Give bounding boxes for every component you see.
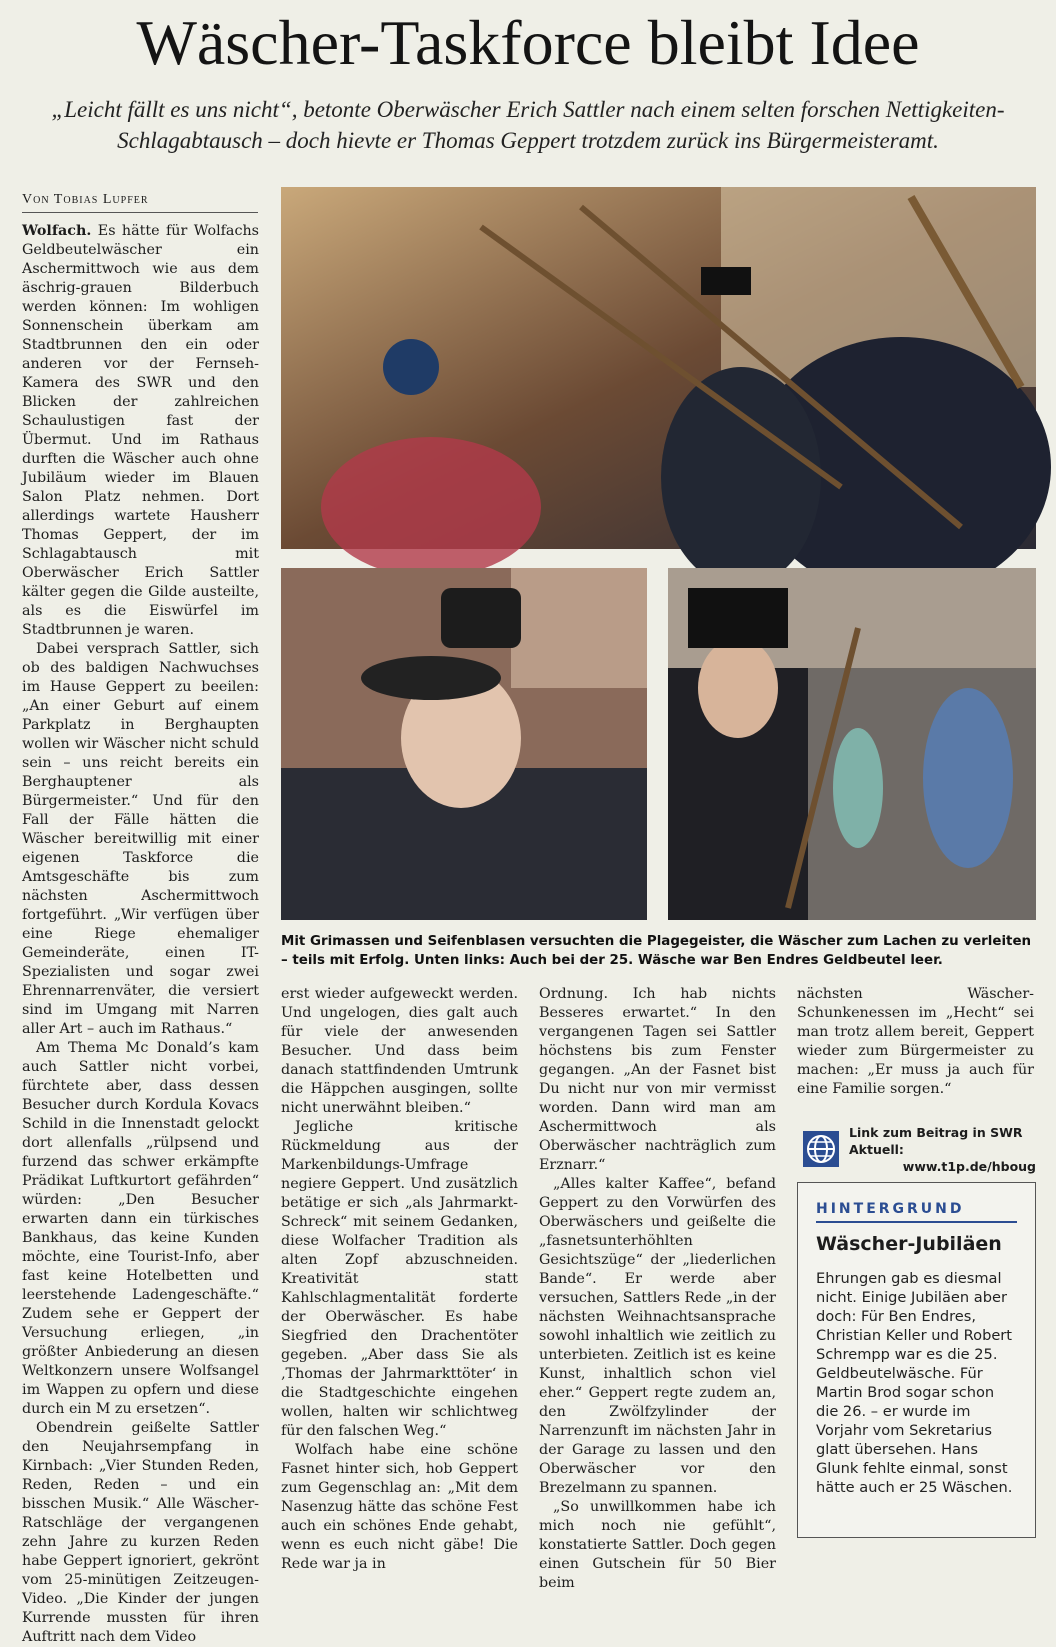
paragraph-1	[22, 222, 259, 640]
article-column-3	[539, 985, 777, 1591]
link-url[interactable]: www.t1p.de/hboug	[902, 1158, 1036, 1174]
article-column-2	[281, 985, 518, 1572]
sidebar-kicker: HINTERGRUND	[816, 1201, 1017, 1223]
globe-icon	[803, 1131, 839, 1167]
link-url-row	[849, 1158, 1036, 1175]
deck-subtitle: „Leicht fällt es uns nicht“, betonte Oberwäscher Erich Sattler nach einem selten forschen Nettigkeiten-Schlagabtausch – doch hievte er Thomas Geppert trotzdem zurück ins Bürgermeisteramt.	[51, 97, 1005, 153]
paragraph-5: erst wieder aufgeweckt werden. Und ungelogen, dies galt auch für viele der anwesenden Besucher. Und dass beim danach stattfindenden Umtrunk die Häppchen ausgingen, sollte nicht unerwähnt bleiben.“	[281, 986, 518, 1116]
link-label: Link zum Beitrag in SWR Aktuell:	[849, 1124, 1023, 1157]
swr-link[interactable]	[803, 1124, 1036, 1174]
paragraph-6: Jegliche kritische Rückmeldung aus der Markenbildungs-Umfrage negiere Geppert. Und zusätzlich betätige er sich „als Jahrmarkt-Schreck“ mit seinem Gedanken, diese Wolfacher Tradition als alten Zopf abzuschneiden. Kreativität statt Kahlschlagmentalität forderte der Oberwäscher. Es habe Siegfried den Drachentöter gegeben. „Aber dass Sie als ‚Thomas der Jahrmarkttöter‘ in die Stadtgeschichte eingehen wollen, halten wir schlichtweg für den falschen Weg.“	[281, 1119, 518, 1439]
link-text	[849, 1124, 1036, 1175]
paragraph-3: Am Thema Mc Donald’s kam auch Sattler nicht vorbei, fürchtete aber, dass dessen Besucher durch Kordula Kovacs Schild in die Innenstadt gelockt dort allenfalls „rülpsend und furzend das schwer erkämpfte Prädikat Luftkurtort gefährden“ würden: „Den Besucher erwarten dann ein türkisches Bankhaus, das keine Kunden möchte, eine Tourist-Info, aber fast keine Hotelbetten und leerstehende Ladengeschäfte.“ Zudem sehe er Geppert der Versuchung erliegen, „in größter Anbiederung an diesen Weltkonzern unsere Wolfsangel im Wappen zu opfern und diese durch ein M zu ersetzen“.	[22, 1040, 259, 1417]
headline: Wäscher-Taskforce bleibt Idee	[136, 7, 920, 78]
paragraph-7: Wolfach habe eine schöne Fasnet hinter sich, hob Geppert zum Gegenschlag an: „Mit dem Nasenzug hätte das schöne Fest auch ein schönes Ende gehabt, wenn es euch nicht gäbe! Die Rede war ja in	[281, 1442, 518, 1572]
paragraph-11: nächsten Wäscher-Schunkenessen im „Hecht“ sei man trotz allem bereit, Geppert wieder zum Bürgermeister zu machen: „Er muss ja auch für eine Familie sorgen.“	[797, 986, 1034, 1097]
photo-tophat-crowd	[668, 568, 1036, 920]
photo-main-procession	[281, 187, 1036, 549]
paragraph-10: „So unwillkommen habe ich mich noch nie gefühlt“, konstatierte Sattler. Doch gegen einen Gutschein für 50 Bier beim	[539, 1499, 776, 1591]
sidebar-title: Wäscher-Jubiläen	[816, 1233, 1002, 1255]
paragraph-9: „Alles kalter Kaffee“, befand Geppert zu den Vorwürfen des Oberwäschers und geißelte die „fasnetsunterhöhlten Gesichtszüge“ der „liederlichen Bande“. Er werde aber versuchen, Sattlers Rede „in der nächsten Weihnachtsansprache sowohl inhaltlich wie zeitlich zu unterbieten. Zeitlich ist es keine Kunst, inhaltlich schon viel eher.“ Geppert regte zudem an, den Zwölfzylinder der Narrenzunft im nächsten Jahr in der Garage zu lassen und den Oberwäscher vor den Brezelmann zu spannen.	[539, 1176, 777, 1496]
article-column-1	[22, 222, 260, 1645]
article-column-4	[797, 985, 1034, 1115]
photo-wallet-drinking	[281, 568, 647, 920]
paragraph-1-text: Es hätte für Wolfachs Geldbeutelwäscher ein Aschermittwoch wie aus dem äschrig-grauen Bilderbuch werden können: Im wohligen Sonnenschein überkam am Stadtbrunnen den ein oder anderen vor der Fernseh-Kamera des SWR und den Blicken der zahlreichen Schaulustigen fast der Übermut. Und im Rathaus durften die Wäscher auch ohne Jubiläum wieder im Blauen Salon Platz nehmen. Dort allerdings wartete Hausherr Thomas Geppert, der im Schlagabtausch mit Oberwäscher Erich Sattler kälter gegen die Gilde austeilte, als es die Eiswürfel im Stadtbrunnen je waren.	[22, 223, 260, 638]
dateline: Wolfach.	[22, 223, 92, 239]
photo-caption: Mit Grimassen und Seifenblasen versuchten die Plagegeister, die Wäscher zum Lachen zu verleiten – teils mit Erfolg. Unten links: Auch bei der 25. Wäsche war Ben Endres Geldbeutel leer.	[281, 934, 1032, 968]
background-sidebar	[797, 1182, 1036, 1538]
sidebar-body: Ehrungen gab es diesmal nicht. Einige Jubiläen aber doch: Für Ben Endres, Christian Keller und Robert Schrempp war es die 25. Geldbeutelwäsche. Für Martin Brod sogar schon die 26. – er wurde im Vorjahr vom Sekretarius glatt übersehen. Hans Glunk fehlte einmal, sonst hätte auch er 25 Wäschen.	[816, 1270, 1013, 1496]
byline: Von Tobias Lupfer	[22, 192, 258, 213]
paragraph-8: Ordnung. Ich hab nichts Besseres erwartet.“ In den vergangenen Tagen sei Sattler höchstens bis zum Fenster gegangen. „An der Fasnet bist Du nicht nur von mir vermisst worden. Dann wird man am Aschermittwoch als Oberwäscher nachträglich zum Erznarr.“	[539, 986, 776, 1173]
paragraph-2: Dabei versprach Sattler, sich ob des baldigen Nachwuchses im Hause Geppert zu beeilen: „An einer Geburt auf einem Parkplatz in Berghaupten wollen wir Wäscher nicht schuld sein – uns reicht bereits ein Berghauptener als Bürgermeister.“ Und für den Fall der Fälle hätten die Wäscher bereitwillig mit einer eigenen Taskforce die Amtsgeschäfte bis zum nächsten Aschermittwoch fortgeführt. „Wir verfügen über eine Riege ehemaliger Gemeinderäte, einen IT-Spezialisten und sogar zwei Ehrennarrenväter, die versiert sind im Umgang mit Narren aller Art – auch im Rathaus.“	[22, 641, 259, 1037]
paragraph-4: Obendrein geißelte Sattler den Neujahrsempfang in Kirnbach: „Vier Stunden Reden, Reden, Reden – und ein bisschen Musik.“ Alle Wäscher-Ratschläge der vergangenen zehn Jahre zu kurzen Reden habe Geppert ignoriert, gekrönt vom 25-minütigen Zeitzeugen-Video. „Die Kinder der jungen Kurrende mussten für ihren Auftritt nach dem Video	[22, 1420, 259, 1645]
